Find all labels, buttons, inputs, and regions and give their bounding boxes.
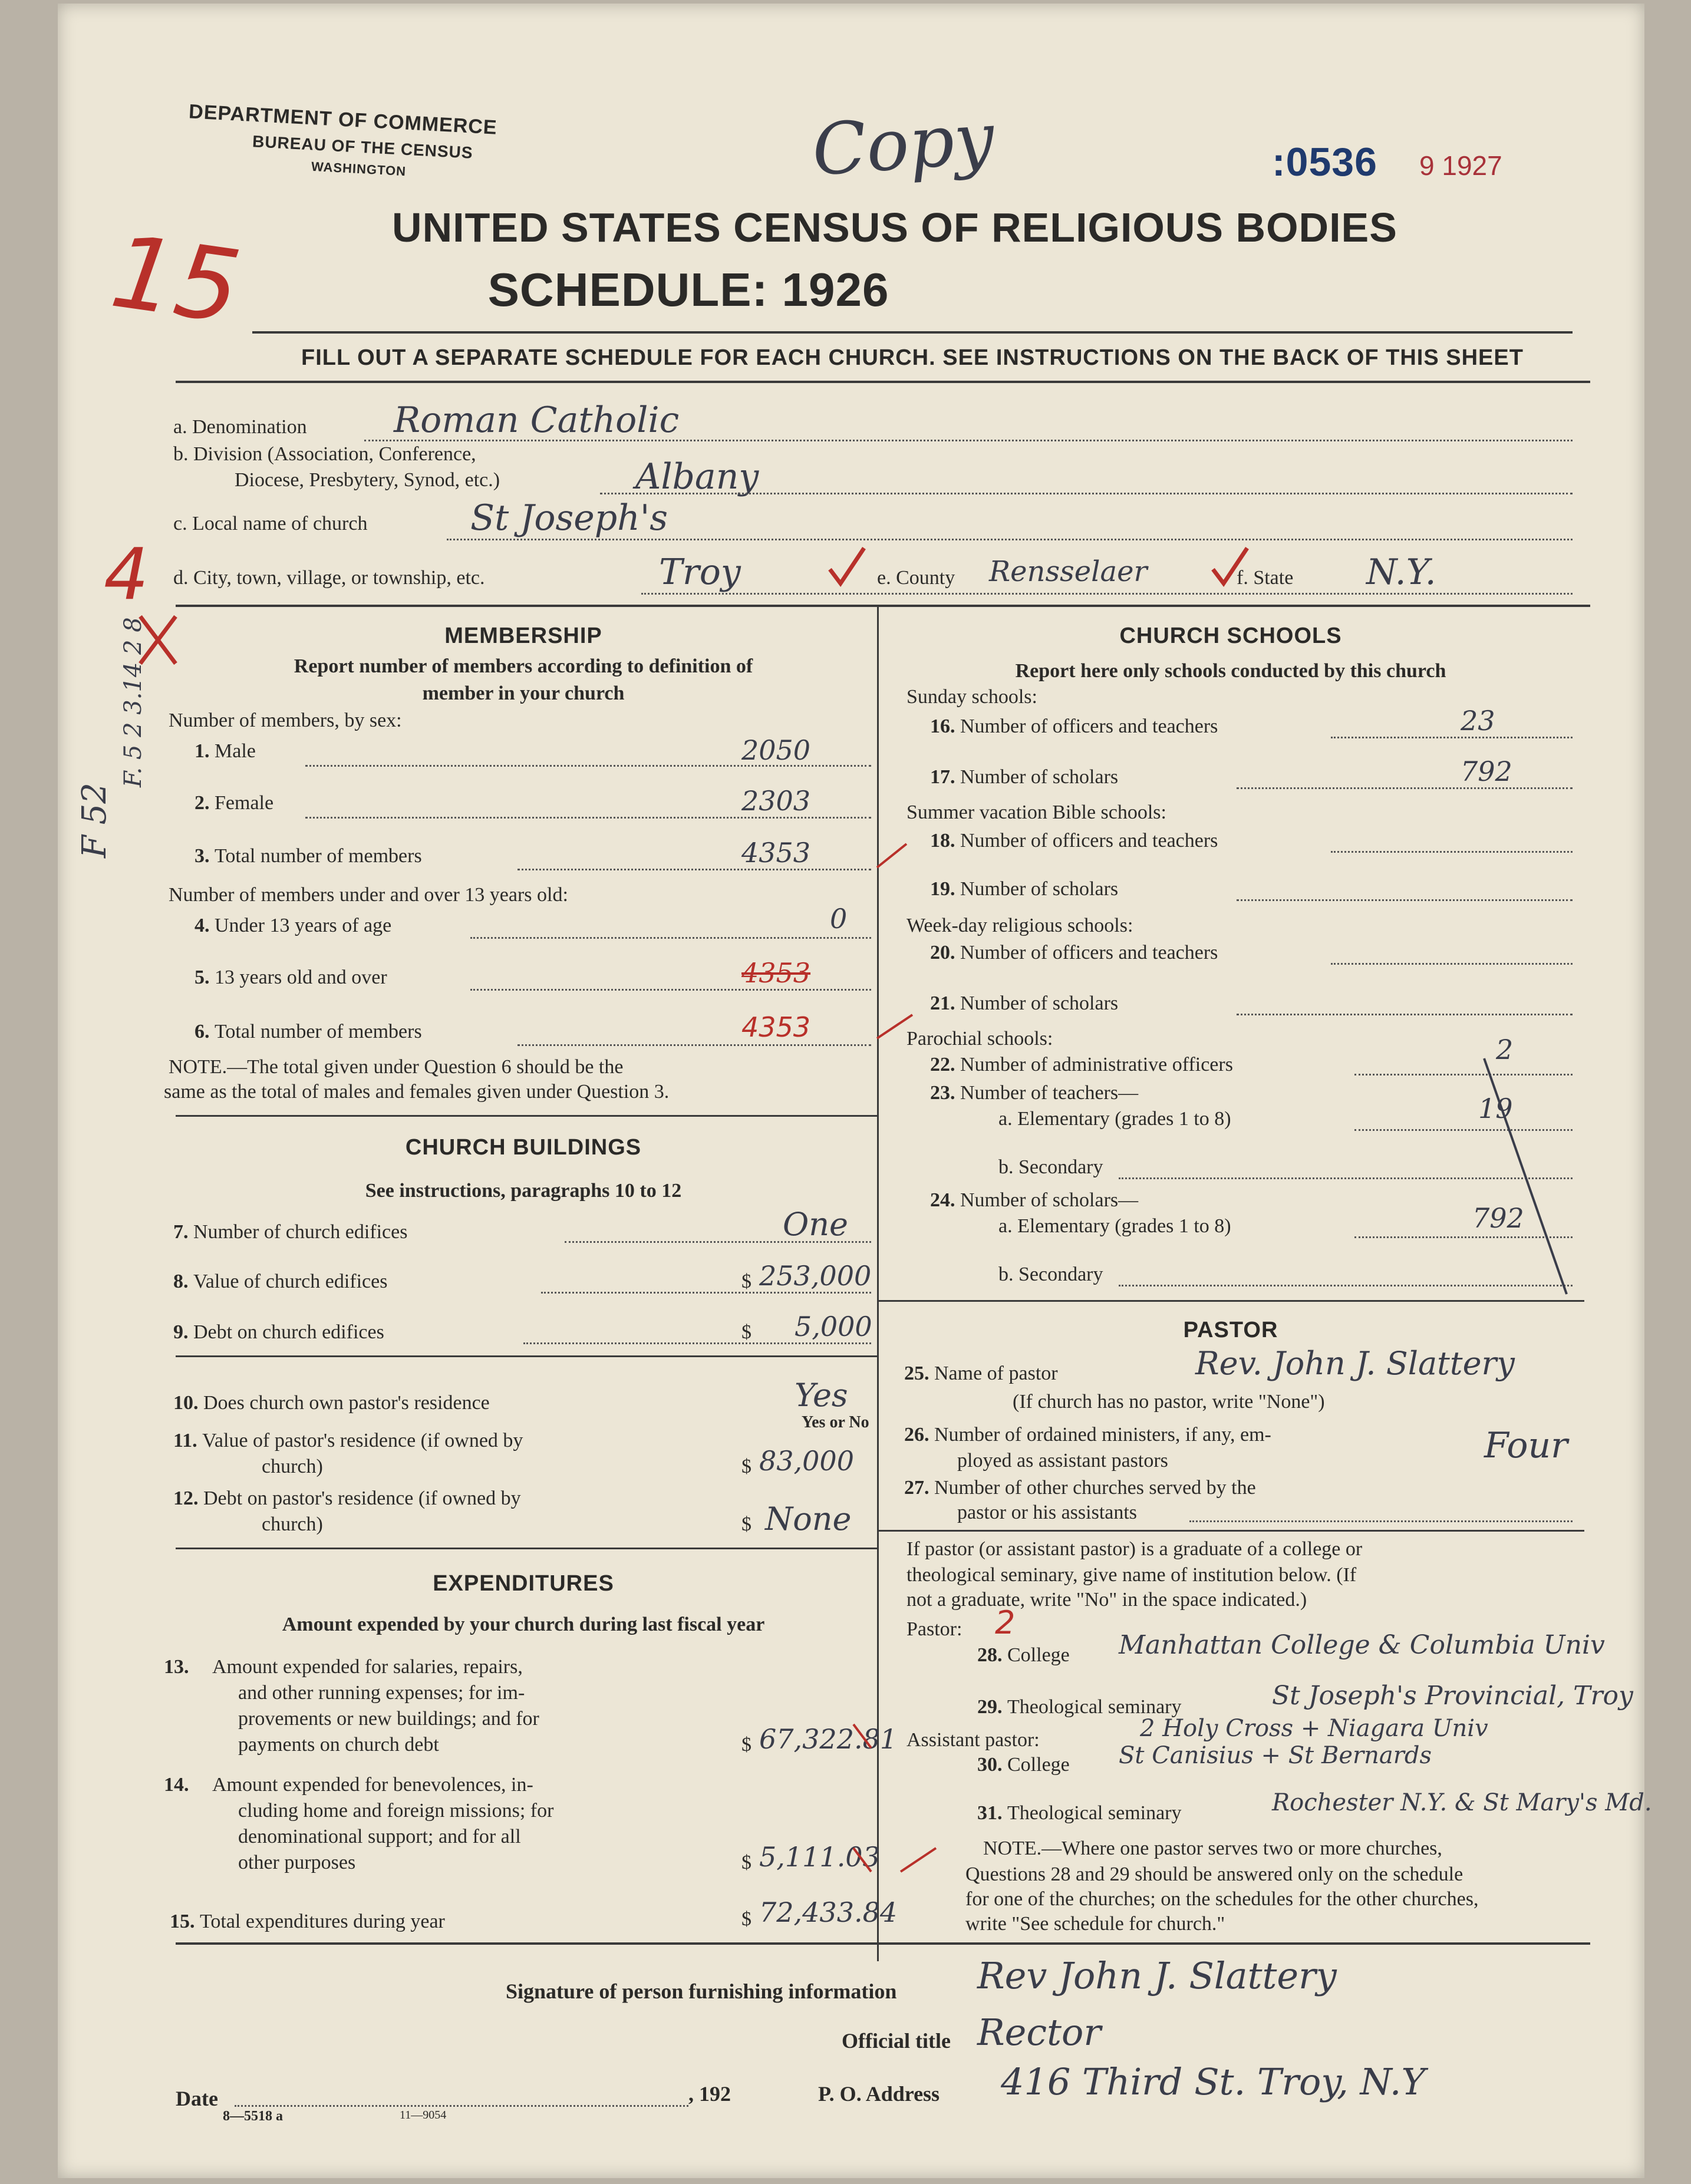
q23-label: Number of teachers— bbox=[960, 1082, 1139, 1104]
q4-under-13-value: 0 bbox=[830, 903, 848, 935]
q21-label: Number of scholars bbox=[960, 992, 1119, 1014]
q13-line-1: Amount expended for salaries, repairs, bbox=[212, 1656, 523, 1678]
margin-code-f52: F 52 bbox=[75, 783, 114, 858]
division-label: b. Division (Association, Conference, bbox=[173, 443, 476, 465]
q11-residence-value: 83,000 bbox=[759, 1445, 854, 1477]
q31-label: Theological seminary bbox=[1007, 1802, 1182, 1824]
q23a-label: a. Elementary (grades 1 to 8) bbox=[998, 1108, 1231, 1130]
q16-sunday-teachers-value: 23 bbox=[1461, 705, 1495, 737]
q14-line-4: other purposes bbox=[238, 1852, 356, 1873]
pastor-mark: 2 bbox=[995, 1604, 1016, 1641]
q1-label: 1. Male bbox=[195, 740, 256, 762]
q11-label-2: church) bbox=[262, 1456, 323, 1477]
q4-label: 4. Under 13 years of age bbox=[195, 915, 392, 936]
q2-female-value: 2303 bbox=[741, 785, 811, 817]
division-value: Albany bbox=[635, 456, 759, 497]
checkmark-county bbox=[1213, 548, 1247, 583]
q13-running-expenses-value: 67,322.81 bbox=[759, 1723, 898, 1755]
tick-q3 bbox=[877, 844, 907, 867]
pastor-note-4: write "See schedule for church." bbox=[965, 1913, 1225, 1935]
pastor-subheading: Pastor: bbox=[907, 1618, 962, 1640]
print-number: 11—9054 bbox=[400, 2109, 447, 2122]
q13-line-3: provements or new buildings; and for bbox=[238, 1708, 539, 1730]
q15-label: Total expenditures during year bbox=[200, 1911, 445, 1932]
weekday-schools-heading: Week-day religious schools: bbox=[907, 915, 1133, 936]
q8-value-edifices: 253,000 bbox=[759, 1260, 872, 1292]
strike-q14 bbox=[853, 1848, 871, 1872]
q25-label: Name of pastor bbox=[934, 1362, 1058, 1384]
signature-label: Signature of person furnishing information bbox=[506, 1980, 897, 2003]
q20-label: Number of officers and teachers bbox=[960, 942, 1218, 964]
q23b-label: b. Secondary bbox=[998, 1156, 1103, 1178]
q16-label: Number of officers and teachers bbox=[960, 715, 1218, 737]
q29-seminary-value: St Joseph's Provincial, Troy bbox=[1272, 1681, 1633, 1711]
church-name-label: c. Local name of church bbox=[173, 513, 368, 535]
q2-label: 2. Female bbox=[195, 792, 274, 814]
tick-q14 bbox=[901, 1848, 936, 1872]
summer-schools-heading: Summer vacation Bible schools: bbox=[907, 801, 1166, 823]
age-heading: Number of members under and over 13 years old: bbox=[169, 884, 568, 906]
q6-total-value: 4353 bbox=[741, 1011, 811, 1043]
q17-label: Number of scholars bbox=[960, 766, 1119, 788]
q6-label: 6. Total number of members bbox=[195, 1021, 422, 1042]
red-annotation-marks bbox=[58, 4, 1644, 2178]
q26-line-1: Number of ordained ministers, if any, em- bbox=[934, 1424, 1271, 1446]
state-label: f. State bbox=[1237, 567, 1294, 589]
official-title-value: Rector bbox=[977, 2011, 1101, 2054]
denomination-label: a. Denomination bbox=[173, 416, 307, 438]
official-title-label: Official title bbox=[842, 2029, 951, 2053]
margin-number-4: 4 bbox=[104, 534, 149, 616]
denomination-value: Roman Catholic bbox=[394, 400, 680, 441]
pastor-title: PASTOR bbox=[1183, 1318, 1278, 1342]
parochial-schools-heading: Parochial schools: bbox=[907, 1028, 1053, 1050]
q10-hint: Yes or No bbox=[802, 1413, 869, 1431]
buildings-sub: See instructions, paragraphs 10 to 12 bbox=[365, 1180, 682, 1202]
q28-label: College bbox=[1007, 1644, 1070, 1666]
census-schedule-sheet: DEPARTMENT OF COMMERCE BUREAU OF THE CENSUS WASHINGTON Copy :0536 9 1927 UNITED STATES CENSUS OF RELIGIOUS BODIES SCHEDULE: 1926 FILL OUT A SEPARATE SCHEDULE FOR EACH CHURCH. SEE INSTRUCTIONS ON THE BACK OF THIS SHEET 15 4 F 52 F. 5 2 3.14 2 8 a. Denomination Roman Catholic b. Division (Association, Conference, Diocese, Presbytery, Synod, etc.) Albany c. Local name of church St Joseph's d. City, town, village, or township, etc. Troy e. County Rensselaer f. State N.Y. MEMBERSHIP Report number of members according to definition of member in your church Number of members, by sex: 1. Male 2050 2. Female 2303 3. Total number of members 4353 Number of members under and over 13 years old: 4. Under 13 years of age 0 5. 13 years old and over 4353 6. Total number of members 4353 NOTE.—The total given under Question 6 should be the same as the total of males and females given under Question 3. CHURCH BUILDINGS See instructions, paragraphs 10 to 12 7. Number of church edifices One 8. Value of church edifices $ 253,000 9. Debt on church edifices $ 5,000 10. Does church own pastor's residence Yes Yes or No 11. Value of pastor's residence (if owned by church) $ 83,000 12. Debt on pastor's residence (if owned by church) $ None EXPENDITURES Amount expended by your church during last fiscal year 13. Amount expended for salaries, repairs, and other running expenses; for im- provements or new buildings; and for payments on church debt $ 67,322.81 14. Amount expended for benevolences, in- cluding home and foreign missions; for denominational support; and for all other purposes $ 5,111.03 15. Total expenditures during year $ 72,433.84 CHURCH SCHOOLS Report here only schools conducted by this church Sunday schools: 16. Number of officers and teachers 23 17. Number of scholars 792 Summer vacation Bible schools: 18. Number of officers and teachers 19. Number of scholars Week-day religious schools: 20. Number of officers and teachers 21. Number of scholars Parochial schools: 22. Number of administrative officers 2 23. Number of teachers— a. Elementary (grades 1 to 8) 19 b. Secondary 24. Number of scholars— a. Elementary (grades 1 to 8) 792 b. Secondary PASTOR 25. Name of pastor Rev. John J. Slattery (If church has no pastor, write "None") 26. Number of ordained ministers, if any, em- ployed as assistant pastors Four 27. Number of other churches served by the pastor or his assistants If pastor (or assistant pastor) is a graduate of a college or theological seminary, give name of institution below. (If not a graduate, write "No" in the space indicated.) Pastor: 2 28. College Manhattan College & Columbia Univ 29. Theological seminary St Joseph's Provincial, Troy Assistant pastor: 2 Holy Cross + Niagara Univ 30. College St Canisius + St Bernards 31. Theological seminary Rochester N.Y. & St Mary's Md. NOTE.—Where one pastor serves two or more churches, Questions 28 and 29 should be answered only on the schedule for one of the churches; on the schedules for the other churches, write "See schedule for church." Signature of person furnishing information Rev John J. Slattery Official title Rector Date , 192 P. O. Address 416 Third St. Troy, N.Y 8—5518 a 11—9054 bbox=[58, 4, 1644, 2178]
q18-label: Number of officers and teachers bbox=[960, 830, 1218, 852]
q30-label: College bbox=[1007, 1754, 1070, 1776]
q27-line-2: pastor or his assistants bbox=[957, 1502, 1138, 1523]
q25-pastor-name-value: Rev. John J. Slattery bbox=[1195, 1345, 1515, 1382]
q1-male-value: 2050 bbox=[741, 734, 811, 766]
q11-label: 11. Value of pastor's residence (if owned by bbox=[173, 1430, 523, 1451]
q3-total-value: 4353 bbox=[741, 837, 811, 869]
county-label: e. County bbox=[877, 567, 955, 589]
q7-label: 7. Number of church edifices bbox=[173, 1221, 408, 1243]
state-value: N.Y. bbox=[1366, 552, 1436, 593]
membership-sub-2: member in your church bbox=[422, 682, 625, 704]
q29-label: Theological seminary bbox=[1007, 1696, 1182, 1718]
form-title: UNITED STATES CENSUS OF RELIGIOUS BODIES bbox=[392, 204, 1397, 250]
membership-note-1: NOTE.—The total given under Question 6 should be the bbox=[169, 1056, 624, 1078]
q12-label-2: church) bbox=[262, 1513, 323, 1535]
date-label: Date bbox=[176, 2087, 218, 2110]
city-label: d. City, town, village, or township, etc. bbox=[173, 567, 485, 589]
membership-title: MEMBERSHIP bbox=[444, 623, 602, 648]
q14-line-2: cluding home and foreign missions; for bbox=[238, 1800, 554, 1822]
instruction-banner: FILL OUT A SEPARATE SCHEDULE FOR EACH CHURCH. SEE INSTRUCTIONS ON THE BACK OF THIS SHEET bbox=[301, 345, 1524, 370]
q26-line-2: ployed as assistant pastors bbox=[957, 1450, 1168, 1472]
assistant-pastor-value: 2 Holy Cross + Niagara Univ bbox=[1140, 1715, 1488, 1742]
county-value: Rensselaer bbox=[989, 555, 1148, 588]
po-address-value: 416 Third St. Troy, N.Y bbox=[1001, 2060, 1426, 2103]
q9-debt-value: 5,000 bbox=[795, 1311, 872, 1342]
pastor-note-2: Questions 28 and 29 should be answered only on the schedule bbox=[965, 1863, 1463, 1885]
sunday-schools-heading: Sunday schools: bbox=[907, 686, 1037, 708]
graduate-instruction-3: not a graduate, write "No" in the space indicated.) bbox=[907, 1589, 1307, 1611]
q24b-label: b. Secondary bbox=[998, 1263, 1103, 1285]
q10-label: 10. Does church own pastor's residence bbox=[173, 1392, 490, 1414]
bureau-line: BUREAU OF THE CENSUS bbox=[252, 132, 474, 162]
q10-owns-residence-value: Yes bbox=[795, 1377, 848, 1414]
schools-title: CHURCH SCHOOLS bbox=[1119, 623, 1342, 648]
buildings-title: CHURCH BUILDINGS bbox=[405, 1135, 642, 1160]
margin-code-2: F. 5 2 3.14 2 8 bbox=[120, 617, 147, 787]
q12-residence-debt-value: None bbox=[765, 1500, 852, 1538]
q12-label: 12. Debt on pastor's residence (if owned by bbox=[173, 1487, 521, 1509]
po-address-label: P. O. Address bbox=[818, 2082, 940, 2106]
city-value: Troy bbox=[659, 552, 741, 593]
strike-q13 bbox=[853, 1724, 871, 1748]
q24-label: Number of scholars— bbox=[960, 1189, 1139, 1211]
graduate-instruction-2: theological seminary, give name of institution below. (If bbox=[907, 1564, 1357, 1586]
tick-q6 bbox=[877, 1015, 912, 1038]
city-line: WASHINGTON bbox=[311, 159, 407, 179]
expenditures-title: EXPENDITURES bbox=[433, 1571, 614, 1596]
pastor-note-1: NOTE.—Where one pastor serves two or more churches, bbox=[983, 1837, 1442, 1859]
assistant-pastor-subheading: Assistant pastor: bbox=[907, 1729, 1040, 1751]
q8-label: 8. Value of church edifices bbox=[173, 1271, 388, 1292]
date-year: , 192 bbox=[688, 2082, 731, 2106]
q14-benevolences-value: 5,111.03 bbox=[759, 1841, 880, 1873]
expenditures-sub: Amount expended by your church during last fiscal year bbox=[282, 1614, 765, 1635]
pastor-note-3: for one of the churches; on the schedules for the other churches, bbox=[965, 1888, 1479, 1910]
q13-line-4: payments on church debt bbox=[238, 1734, 439, 1756]
checkmark-city bbox=[830, 548, 864, 583]
signature-value: Rev John J. Slattery bbox=[977, 1954, 1337, 1997]
schools-sub: Report here only schools conducted by this church bbox=[1015, 660, 1446, 682]
membership-sub-1: Report number of members according to definition of bbox=[294, 655, 753, 677]
q23a-elementary-teachers-value: 19 bbox=[1478, 1093, 1513, 1124]
q3-label: 3. Total number of members bbox=[195, 845, 422, 867]
margin-number-15: 15 bbox=[104, 213, 248, 347]
margin-x-mark bbox=[140, 616, 176, 664]
schedule-title: SCHEDULE: 1926 bbox=[487, 263, 889, 316]
graduate-instruction-1: If pastor (or assistant pastor) is a graduate of a college or bbox=[907, 1538, 1363, 1560]
q22-admin-officers-value: 2 bbox=[1496, 1034, 1514, 1065]
serial-number: :0536 bbox=[1272, 140, 1377, 184]
q30-college-value: St Canisius + St Bernards bbox=[1119, 1742, 1432, 1769]
form-number: 8—5518 a bbox=[223, 2109, 283, 2124]
q17-sunday-scholars-value: 792 bbox=[1461, 756, 1512, 787]
copy-annotation: Copy bbox=[809, 97, 997, 192]
q14-line-1: Amount expended for benevolences, in- bbox=[212, 1774, 533, 1796]
q25-hint: (If church has no pastor, write "None") bbox=[1013, 1391, 1325, 1413]
q24a-elementary-scholars-value: 792 bbox=[1472, 1202, 1524, 1234]
q31-seminary-value: Rochester N.Y. & St Mary's Md. bbox=[1272, 1789, 1652, 1816]
q9-label: 9. Debt on church edifices bbox=[173, 1321, 384, 1343]
q7-edifices-value: One bbox=[783, 1206, 849, 1243]
q5-label: 5. 13 years old and over bbox=[195, 966, 387, 988]
church-name-value: St Joseph's bbox=[470, 497, 668, 539]
q26-assistant-pastors-value: Four bbox=[1484, 1425, 1568, 1466]
membership-note-2: same as the total of males and females given under Question 3. bbox=[164, 1081, 670, 1103]
members-by-sex-heading: Number of members, by sex: bbox=[169, 710, 402, 731]
q27-line-1: Number of other churches served by the bbox=[934, 1477, 1256, 1499]
q5-13-and-over-value: 4353 bbox=[741, 957, 811, 989]
q14-line-3: denominational support; and for all bbox=[238, 1826, 521, 1848]
division-label-2: Diocese, Presbytery, Synod, etc.) bbox=[235, 469, 500, 491]
parochial-bracket-line bbox=[1484, 1058, 1567, 1294]
q28-college-value: Manhattan College & Columbia Univ bbox=[1119, 1630, 1605, 1660]
q22-label: Number of administrative officers bbox=[960, 1054, 1233, 1075]
q24a-label: a. Elementary (grades 1 to 8) bbox=[998, 1215, 1231, 1237]
q15-total-expenditures-value: 72,433.84 bbox=[759, 1896, 898, 1928]
stamp-date: 9 1927 bbox=[1419, 150, 1502, 181]
q19-label: Number of scholars bbox=[960, 878, 1119, 900]
department-line: DEPARTMENT OF COMMERCE bbox=[188, 100, 498, 139]
q13-line-2: and other running expenses; for im- bbox=[238, 1682, 525, 1704]
